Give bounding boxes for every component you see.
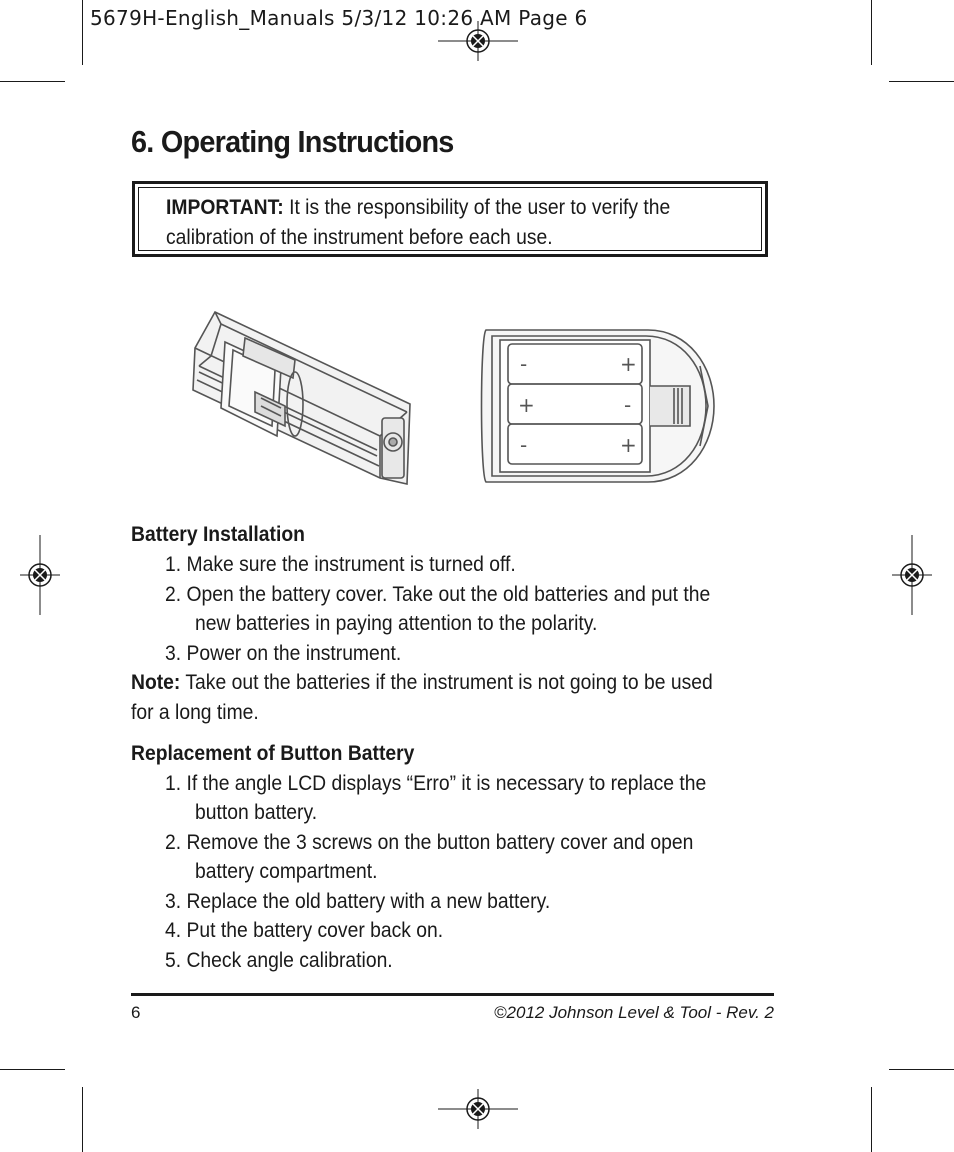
list-item-continuation: battery compartment. — [195, 860, 378, 883]
registration-mark-icon — [438, 21, 518, 61]
crop-mark — [0, 81, 65, 82]
list-item: 2. Open the battery cover. Take out the old batteries and put the — [165, 583, 711, 606]
list-item: 3. Power on the instrument. — [165, 642, 402, 665]
list-item: 2. Remove the 3 screws on the button battery cover and open — [165, 831, 694, 854]
polarity-minus: - — [624, 393, 632, 417]
polarity-plus: + — [620, 352, 637, 376]
note-text-continuation: for a long time. — [131, 701, 259, 724]
list-item: 1. If the angle LCD displays “Erro” it is necessary to replace the — [165, 772, 707, 795]
battery-installation-heading: Battery Installation — [131, 523, 305, 546]
crop-mark — [871, 0, 872, 65]
list-item-continuation: button battery. — [195, 801, 318, 824]
polarity-minus: - — [520, 352, 528, 376]
battery-note — [131, 668, 713, 698]
crop-mark — [889, 81, 954, 82]
registration-mark-icon — [438, 1089, 518, 1129]
battery-compartment-illustration — [478, 326, 718, 486]
crop-mark — [889, 1069, 954, 1070]
list-item: 4. Put the battery cover back on. — [165, 919, 444, 942]
crop-mark — [0, 1069, 65, 1070]
registration-mark-icon — [20, 535, 60, 615]
footer-rule — [131, 993, 774, 996]
note-text: Take out the batteries if the instrument is not going to be used — [180, 671, 713, 694]
registration-mark-icon — [892, 535, 932, 615]
print-slug: 5679H-English_Manuals 5/3/12 10:26 AM Page 6 — [90, 6, 588, 30]
list-item-continuation: new batteries in paying attention to the polarity. — [195, 612, 598, 635]
list-item: 3. Replace the old battery with a new battery. — [165, 890, 551, 913]
important-body: It is the responsibility of the user to verify the calibration of the instrument before each use. — [166, 196, 671, 249]
important-notice-text — [166, 193, 681, 253]
crop-mark — [82, 0, 83, 65]
list-item: 5. Check angle calibration. — [165, 949, 393, 972]
polarity-plus: + — [518, 393, 535, 417]
level-battery-cover-illustration — [185, 308, 415, 490]
note-label: Note: — [131, 671, 181, 694]
polarity-plus: + — [620, 433, 637, 457]
copyright: ©2012 Johnson Level & Tool - Rev. 2 — [494, 1003, 774, 1022]
list-item: 1. Make sure the instrument is turned off. — [165, 553, 516, 576]
page-title: 6. Operating Instructions — [131, 124, 454, 159]
polarity-minus: - — [520, 433, 528, 457]
crop-mark — [871, 1087, 872, 1152]
page-number: 6 — [131, 1003, 141, 1022]
important-label: IMPORTANT: — [166, 196, 284, 219]
button-battery-heading: Replacement of Button Battery — [131, 742, 415, 765]
crop-mark — [82, 1087, 83, 1152]
